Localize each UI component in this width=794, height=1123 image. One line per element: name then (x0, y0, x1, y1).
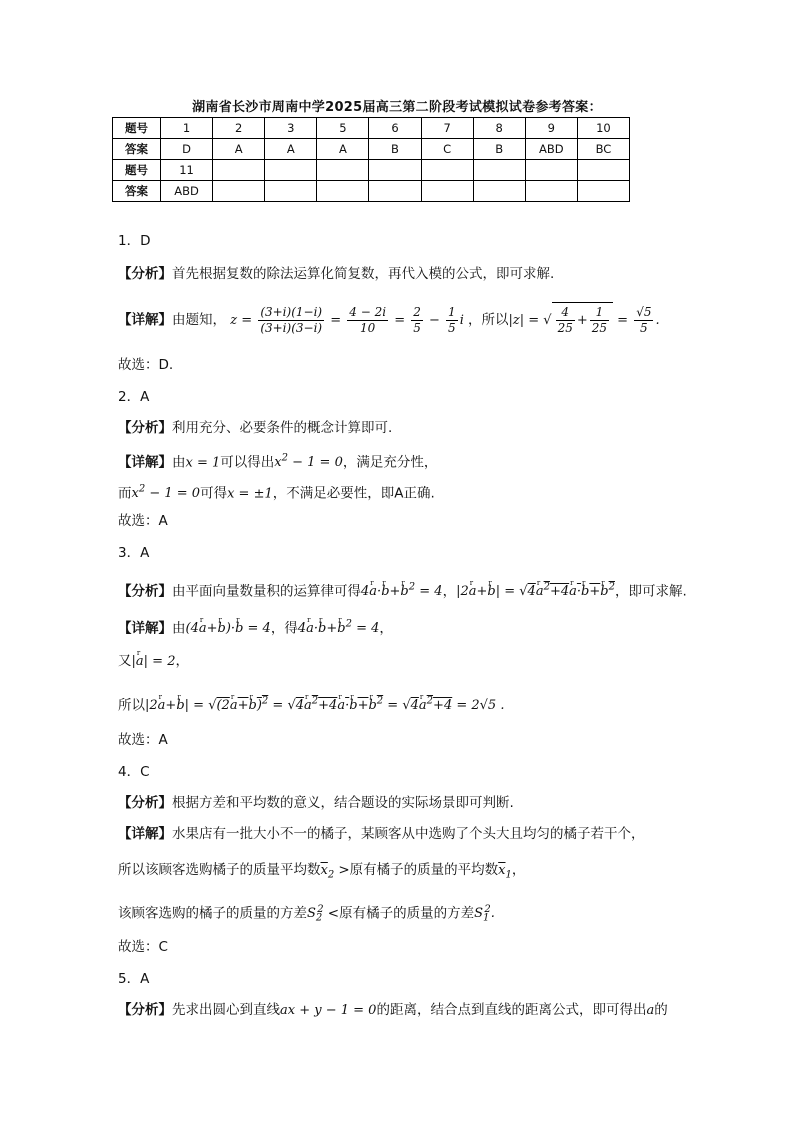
table-cell (213, 160, 265, 181)
table-cell (473, 181, 525, 202)
table-cell (525, 160, 577, 181)
table-cell (265, 181, 317, 202)
detail-text: ，不满足必要性，即A正确. (272, 485, 435, 502)
table-row-answers (113, 181, 630, 202)
analysis-text: 的距离，结合点到直线的距离公式，即可得出 (376, 1002, 647, 1018)
table-row-answers (113, 139, 630, 160)
detail-tag: 【详解】 (118, 454, 172, 471)
page-title: 湖南省长沙市周南中学2025届高三第二阶段考试模拟试卷参考答案： (192, 100, 602, 115)
table-cell (525, 181, 577, 202)
detail-text: 由 (172, 620, 186, 637)
formula: $\overline{x}_2$ (320, 863, 335, 881)
table-cell: 9 (525, 118, 577, 139)
analysis-tag: 【分析】 (118, 1002, 172, 1018)
q4-detail-line-2 (118, 860, 525, 886)
table-cell: 7 (421, 118, 473, 139)
q2-detail-line-1 (118, 449, 437, 473)
q2-detail-line-2 (118, 480, 435, 504)
table-cell (577, 181, 629, 202)
q3-conclusion: 故选：A (118, 732, 168, 748)
q5-heading: 5．A (118, 971, 150, 987)
detail-text: 所以 (118, 697, 145, 714)
detail-text: >原有橘子的质量的平均数 (338, 862, 499, 878)
analysis-text: 由平面向量数量积的运算律可得 (172, 583, 361, 600)
table-cell: 6 (369, 118, 421, 139)
answer-table (112, 117, 630, 202)
analysis-text: 先求出圆心到直线 (172, 1002, 280, 1018)
table-cell: A (317, 139, 369, 160)
table-cell: B (369, 139, 421, 160)
detail-text: ，所以 (467, 312, 509, 328)
formula: |2r a+r b| = √4r $a^2+4r$ a·r b+r $b^2$ (456, 584, 615, 599)
formula: 4r a·r b+r $b^2 = 4$ (298, 621, 380, 636)
formula: $S_1^2$. (474, 904, 495, 924)
detail-text: 可得 (200, 485, 228, 502)
formula: 4r a·r b+r $b^2 = 4$ (361, 584, 443, 599)
table-cell: 5 (317, 118, 369, 139)
table-cell: BC (577, 139, 629, 160)
table-row-question-numbers (113, 160, 630, 181)
table-cell (213, 181, 265, 202)
table-cell: 8 (473, 118, 525, 139)
formula: $x^2 - 1 = 0$ (274, 453, 343, 471)
detail-tag: 【详解】 (118, 620, 172, 637)
table-cell: 3 (265, 118, 317, 139)
formula: |2r a+r b| = √(2r a+r b)$^2$ = √4r $a^2+4r$ a·r b+r $b^2 = √4r$ $a^2+4 = 2√5$ . (145, 698, 504, 713)
table-cell: A (213, 139, 265, 160)
analysis-text: 利用充分、必要条件的概念计算即可. (172, 420, 393, 436)
row-label: 题号 (113, 118, 161, 139)
analysis-tag: 【分析】 (118, 266, 172, 282)
q5-analysis (118, 1000, 668, 1021)
table-cell (421, 181, 473, 202)
detail-text: 可以得出 (220, 454, 275, 471)
formula: a (646, 1003, 655, 1018)
q2-conclusion: 故选：A (118, 513, 168, 529)
detail-text: 由题知， (172, 312, 226, 328)
table-cell: C (421, 139, 473, 160)
detail-text: ， (175, 653, 189, 669)
q3-detail-line-2 (118, 651, 189, 672)
table-cell (317, 181, 369, 202)
formula: $S_2^2$ (307, 904, 324, 924)
table-cell (369, 181, 421, 202)
detail-tag: 【详解】 (118, 312, 172, 328)
analysis-tag: 【分析】 (118, 420, 172, 436)
q4-heading: 4．C (118, 764, 150, 780)
table-cell: 11 (161, 160, 213, 181)
table-cell: 1 (161, 118, 213, 139)
table-cell: A (265, 139, 317, 160)
detail-text: 所以该顾客选购橘子的质量平均数 (118, 862, 321, 878)
formula: |r a| = 2 (132, 654, 176, 669)
analysis-text: 的 (654, 1002, 668, 1018)
detail-text: 而 (118, 485, 132, 502)
row-label: 答案 (113, 181, 161, 202)
row-label: 题号 (113, 160, 161, 181)
q1-detail (118, 302, 660, 339)
row-label: 答案 (113, 139, 161, 160)
formula: $\overline{x}_1$ (498, 863, 512, 881)
formula: z = $\frac{(3+i)(1-i)}{(3+i)(3-i)}$ = $\frac{4 - 2i}{10}$ = $\frac{2}{5}$ − $\frac{1}{5}$ i (230, 305, 468, 335)
formula: ax + y − 1 = 0 (280, 1003, 377, 1018)
detail-text: 又 (118, 653, 132, 669)
table-cell: D (161, 139, 213, 160)
q3-heading: 3．A (118, 545, 150, 561)
table-cell: ABD (525, 139, 577, 160)
formula: $x^2 - 1 = 0$ (131, 484, 201, 502)
q1-analysis (118, 264, 554, 284)
q2-heading: 2．A (118, 389, 150, 405)
detail-text: 水果店有一批大小不一的橘子，某顾客从中选购了个头大且均匀的橘子若干个， (172, 826, 645, 842)
q3-detail-line-1 (118, 615, 393, 639)
table-cell (369, 160, 421, 181)
analysis-text: 根据方差和平均数的意义，结合题设的实际场景即可判断. (172, 795, 514, 811)
q1-conclusion: 故选：D. (118, 357, 174, 373)
detail-text: ， (379, 620, 393, 637)
formula: |z| = √ $\frac{4}{25}$ + $\frac{1}{25}$ = $\frac{√5}{5}$ . (508, 313, 659, 328)
table-cell: B (473, 139, 525, 160)
table-row-question-numbers (113, 118, 630, 139)
formula: (4r a+r b)·r b = 4 (186, 621, 271, 636)
q1-heading: 1．D (118, 233, 151, 249)
table-cell (265, 160, 317, 181)
formula: x = ±1 (227, 486, 273, 502)
analysis-text: 首先根据复数的除法运算化简复数，再代入模的公式，即可求解. (172, 266, 555, 282)
table-cell: ABD (161, 181, 213, 202)
q4-detail-line-3 (118, 900, 495, 929)
table-cell (421, 160, 473, 181)
detail-text: <原有橘子的质量的方差 (327, 905, 475, 922)
detail-text: 该顾客选购的橘子的质量的方差 (118, 905, 307, 922)
q2-analysis (118, 418, 392, 438)
detail-text: ，满足充分性， (342, 454, 438, 471)
detail-text: 由 (172, 454, 186, 471)
table-cell: 10 (577, 118, 629, 139)
table-cell (473, 160, 525, 181)
detail-text: ， (511, 862, 526, 878)
q3-analysis: 【分析】由平面向量数量积的运算律可得4r a·r b+r $b^2 = 4$，|2r a+r b| = √4r $a^2+4r$ a·r b+r $b^2$，即可求解. (118, 578, 687, 602)
table-cell (317, 160, 369, 181)
analysis-text: ，即可求解. (614, 583, 687, 600)
analysis-tag: 【分析】 (118, 583, 172, 600)
detail-text: ，得 (270, 620, 298, 637)
q3-detail-line-3 (118, 692, 504, 716)
formula: x = 1 (185, 455, 221, 471)
q4-analysis (118, 793, 514, 813)
table-cell: 2 (213, 118, 265, 139)
detail-tag: 【详解】 (118, 826, 172, 842)
analysis-tag: 【分析】 (118, 795, 172, 811)
table-cell (577, 160, 629, 181)
q4-conclusion: 故选：C (118, 939, 168, 955)
q4-detail (118, 824, 645, 844)
